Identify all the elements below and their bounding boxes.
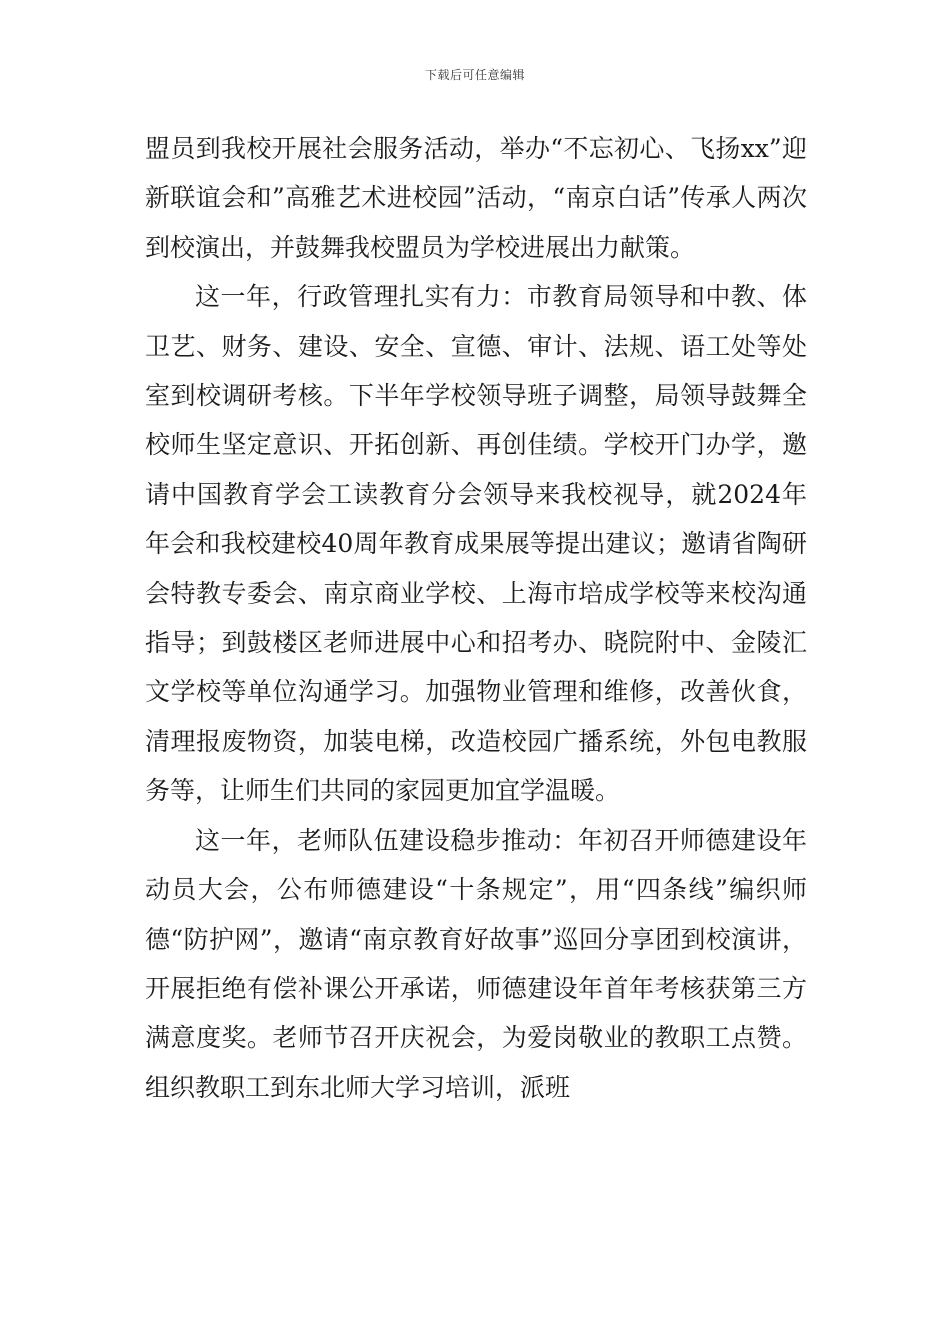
paragraph-teacher-team: 这一年，老师队伍建设稳步推动：年初召开师德建设年动员大会，公布师德建设“十条规定”，用“四条线”编织师德“防护网”，邀请“南京教育好故事”巡回分享团到校演讲，开展拒绝有偿补课公开承诺，师德建设年首年考核获第三方满意度奖。老师节召开庆祝会，为爱岗敬业的教职工点赞。组织教职工到东北师大学习培训，派班 [145,825,807,1102]
document-body [145,124,807,1112]
page-header: 下载后可任意编辑 [424,68,525,82]
paragraph-administration: 这一年，行政管理扎实有力：市教育局领导和中教、体卫艺、财务、建设、安全、宣德、审计、法规、语工处等处室到校调研考核。下半年学校领导班子调整，局领导鼓舞全校师生坚定意识、开拓创新、再创佳绩。学校开门办学，邀请中国教育学会工读教育分会领导来我校视导，就2024年年会和我校建校40周年教育成果展等提出建议；邀请省陶研会特教专委会、南京商业学校、上海市培成学校等来校沟通指导；到鼓楼区老师进展中心和招考办、晓院附中、金陵汇文学校等单位沟通学习。加强物业管理和维修，改善伙食，清理报废物资，加装电梯，改造校园广播系统，外包电教服务等，让师生们共同的家园更加宜学温暖。 [145,282,807,806]
paragraph-continuation: 盟员到我校开展社会服务活动，举办“不忘初心、飞扬xx”迎新联谊会和”高雅艺术进校园”活动，“南京白话”传承人两次到校演出，并鼓舞我校盟员为学校进展出力献策。 [145,134,807,262]
